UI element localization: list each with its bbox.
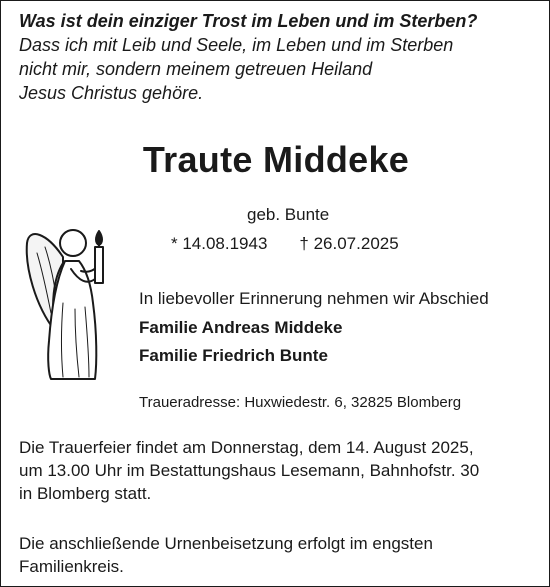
ceremony-line: in Blomberg statt. — [19, 484, 152, 503]
farewell-text: In liebevoller Erinnerung nehmen wir Abschied — [139, 289, 489, 308]
birth-date: * 14.08.1943 — [171, 234, 268, 253]
burial-info — [19, 532, 433, 578]
deceased-name: Traute Middeke — [142, 139, 410, 180]
mourner-family: Familie Friedrich Bunte — [139, 346, 328, 365]
motto-quote — [19, 9, 477, 105]
death-date: † 26.07.2025 — [299, 234, 399, 253]
ceremony-line: Die Trauerfeier findet am Donnerstag, dem 14. August 2025, — [19, 438, 474, 457]
motto-answer-line: nicht mir, sondern meinem getreuen Heiland — [19, 59, 373, 79]
ceremony-info — [19, 436, 479, 505]
birth-name: geb. Bunte — [247, 205, 330, 224]
motto-answer-line: Jesus Christus gehöre. — [19, 83, 204, 103]
mourning-address: Traueradresse: Huxwiedestr. 6, 32825 Blomberg — [139, 394, 462, 411]
mourner-family: Familie Andreas Middeke — [139, 318, 343, 337]
burial-line: Familienkreis. — [19, 557, 124, 576]
burial-line: Die anschließende Urnenbeisetzung erfolgt im engsten — [19, 534, 433, 553]
ceremony-line: um 13.00 Uhr im Bestattungshaus Lesemann, Bahnhofstr. 30 — [19, 461, 480, 480]
life-dates — [171, 234, 399, 254]
angel-with-candle-icon — [21, 213, 117, 385]
motto-question: Was ist dein einziger Trost im Leben und im Sterben? — [19, 11, 478, 31]
motto-answer-line: Dass ich mit Leib und Seele, im Leben und im Sterben — [19, 35, 454, 55]
